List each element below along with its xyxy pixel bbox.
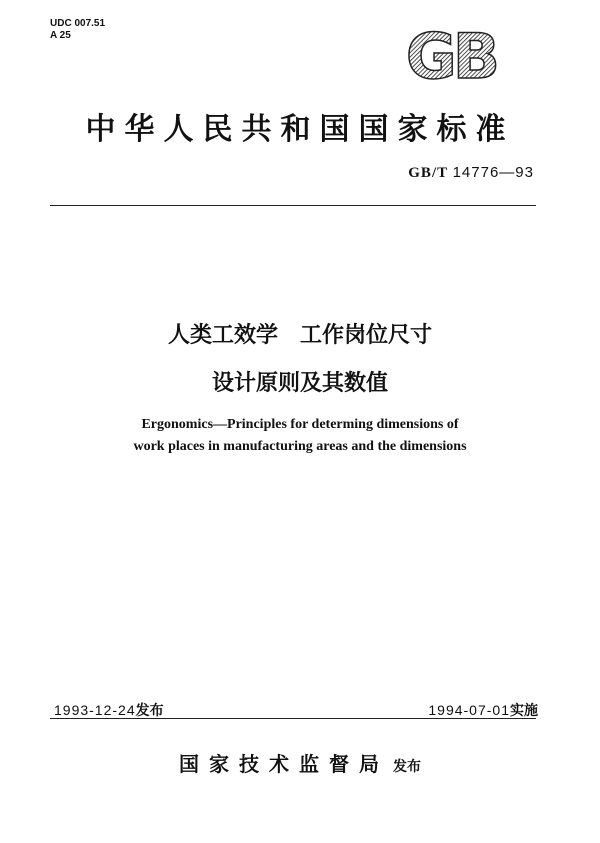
impl-date-value: 1994-07-01 (428, 702, 510, 718)
national-standard-title: 中华人民共和国国家标准 (85, 112, 515, 147)
gb-logo-text: GB (405, 28, 497, 84)
impl-label: 实施 (510, 703, 538, 719)
publisher-action: 发布 (393, 759, 421, 775)
title-cn-line1: 人类工效学 工作岗位尺寸 (167, 323, 432, 348)
title-en-line2: work places in manufacturing areas and the dimensions (133, 439, 467, 454)
udc-classification (50, 18, 105, 42)
footer-divider (50, 718, 536, 719)
issue-date-value: 1993-12-24 (54, 702, 136, 718)
title-en-line1: Ergonomics—Principles for determing dimensions of (141, 417, 459, 432)
publisher-org: 国家技术监督局 (179, 752, 389, 776)
code-number: 14776—93 (452, 164, 534, 181)
issue-label: 发布 (135, 703, 164, 719)
gb-logo (396, 28, 506, 84)
implementation-date (428, 700, 538, 720)
category-code: A 25 (50, 30, 71, 41)
publisher (0, 748, 600, 777)
issue-date (54, 700, 164, 720)
standard-code (408, 164, 534, 182)
title-cn-line2: 设计原则及其数值 (211, 371, 388, 396)
udc-code: UDC 007.51 (50, 18, 106, 29)
header-divider (50, 205, 536, 206)
code-prefix: GB/T (408, 165, 453, 181)
